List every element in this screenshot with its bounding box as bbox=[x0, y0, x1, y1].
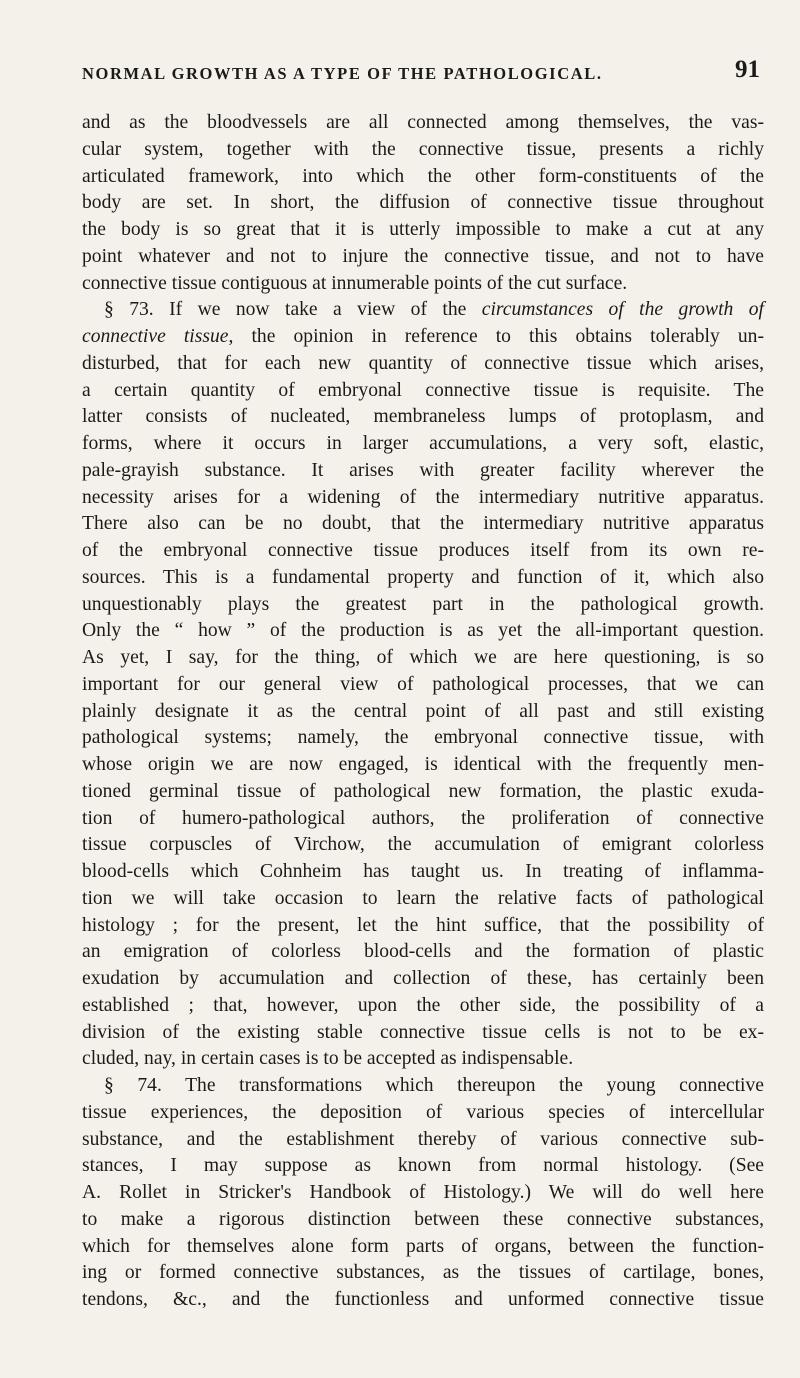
text-line: A. Rollet in Stricker's Handbook of Histology.) We will do well here bbox=[82, 1182, 764, 1203]
text-fragment: , the opinion in reference to this obtains tolerably un- bbox=[228, 326, 764, 347]
text-line: of the embryonal connective tissue produces itself from its own re- bbox=[82, 540, 764, 561]
text-line: division of the existing stable connective tissue cells is not to be ex- bbox=[82, 1021, 764, 1043]
text-line: latter consists of nucleated, membraneless lumps of protoplasm, and bbox=[82, 406, 764, 428]
running-head bbox=[82, 56, 760, 86]
body-text bbox=[82, 110, 764, 1314]
text-line bbox=[82, 324, 764, 351]
text-line: cluded, nay, in certain cases is to be accepted as indispensable. bbox=[82, 1048, 574, 1070]
italic-word: connective tissue bbox=[82, 326, 229, 347]
text-line: necessity arises for a widening of the intermediary nutritive apparatus. bbox=[82, 486, 764, 508]
text-line: sources. This is a fundamental property and function of it, which also bbox=[82, 566, 764, 588]
text-line: tissue experiences, the deposition of various species of intercellular bbox=[82, 1101, 764, 1123]
text-line: important for our general view of pathological processes, that we can bbox=[82, 673, 764, 695]
text-line: plainly designate it as the central point of all past and still existing bbox=[82, 700, 764, 722]
italic-phrase: circumstances of the growth of bbox=[481, 299, 764, 321]
text-line: connective tissue contiguous at innumerable points of the cut surface. bbox=[82, 272, 628, 294]
text-line: tissue corpuscles of Virchow, the accumulation of emigrant colorless bbox=[82, 834, 764, 856]
text-line: point whatever and not to injure the connective tissue, and not to have bbox=[82, 245, 764, 267]
text-line: blood-cells which Cohnheim has taught us. In treating of inflamma- bbox=[82, 861, 764, 882]
text-fragment: § 73. If we now take a view of the bbox=[104, 299, 482, 321]
section-74-start: § 74. The transformations which thereupon the young connective bbox=[104, 1075, 764, 1096]
text-line: the body is so great that it is utterly impossible to make a cut at any bbox=[82, 219, 764, 240]
text-line: exudation by accumulation and collection of these, has certainly been bbox=[82, 968, 764, 989]
text-line: articulated framework, into which the other form-constituents of the bbox=[82, 165, 764, 187]
text-line: whose origin we are now engaged, is identical with the frequently men- bbox=[82, 754, 764, 775]
text-line: pale-grayish substance. It arises with greater facility wherever the bbox=[82, 459, 764, 481]
text-line: As yet, I say, for the thing, of which we are here questioning, is so bbox=[82, 647, 764, 668]
text-line: tioned germinal tissue of pathological new formation, the plastic exuda- bbox=[82, 780, 764, 802]
text-line: pathological systems; namely, the embryonal connective tissue, with bbox=[82, 727, 764, 749]
text-line: There also can be no doubt, that the intermediary nutritive apparatus bbox=[82, 513, 764, 535]
text-line: histology ; for the present, let the hint suffice, that the possibility of bbox=[82, 914, 764, 936]
text-line: established ; that, however, upon the other side, the possibility of a bbox=[82, 994, 764, 1016]
text-line: cular system, together with the connective tissue, presents a richly bbox=[82, 138, 764, 160]
text-line: tendons, &c., and the functionless and unformed connective tissue bbox=[82, 1289, 764, 1310]
text-line: forms, where it occurs in larger accumulations, a very soft, elastic, bbox=[82, 433, 764, 454]
text-line: ing or formed connective substances, as the tissues of cartilage, bones, bbox=[82, 1262, 764, 1284]
text-line: stances, I may suppose as known from normal histology. (See bbox=[82, 1155, 764, 1177]
page-number: 91 bbox=[735, 56, 760, 83]
text-line: Only the “ how ” of the production is as yet the all-important question. bbox=[82, 620, 764, 642]
text-line: a certain quantity of embryonal connective tissue is requisite. The bbox=[82, 379, 764, 401]
text-line: tion of humero-pathological authors, the proliferation of connective bbox=[82, 807, 764, 829]
text-line: substance, and the establishment thereby of various connective sub- bbox=[82, 1128, 764, 1150]
text-line: body are set. In short, the diffusion of connective tissue throughout bbox=[82, 192, 764, 214]
text-line: to make a rigorous distinction between these connective substances, bbox=[82, 1208, 764, 1230]
text-line: which for themselves alone form parts of organs, between the function- bbox=[82, 1235, 764, 1257]
text-line: and as the bloodvessels are all connected among themselves, the vas- bbox=[82, 112, 764, 133]
text-line: disturbed, that for each new quantity of connective tissue which arises, bbox=[82, 352, 764, 374]
text-line: tion we will take occasion to learn the relative facts of pathological bbox=[82, 887, 764, 909]
text-line: unquestionably plays the greatest part in the pathological growth. bbox=[82, 593, 764, 615]
running-title: NORMAL GROWTH AS A TYPE OF THE PATHOLOGICAL. bbox=[82, 64, 603, 83]
section-73-start bbox=[82, 297, 764, 324]
text-line: an emigration of colorless blood-cells and the formation of plastic bbox=[82, 941, 764, 963]
